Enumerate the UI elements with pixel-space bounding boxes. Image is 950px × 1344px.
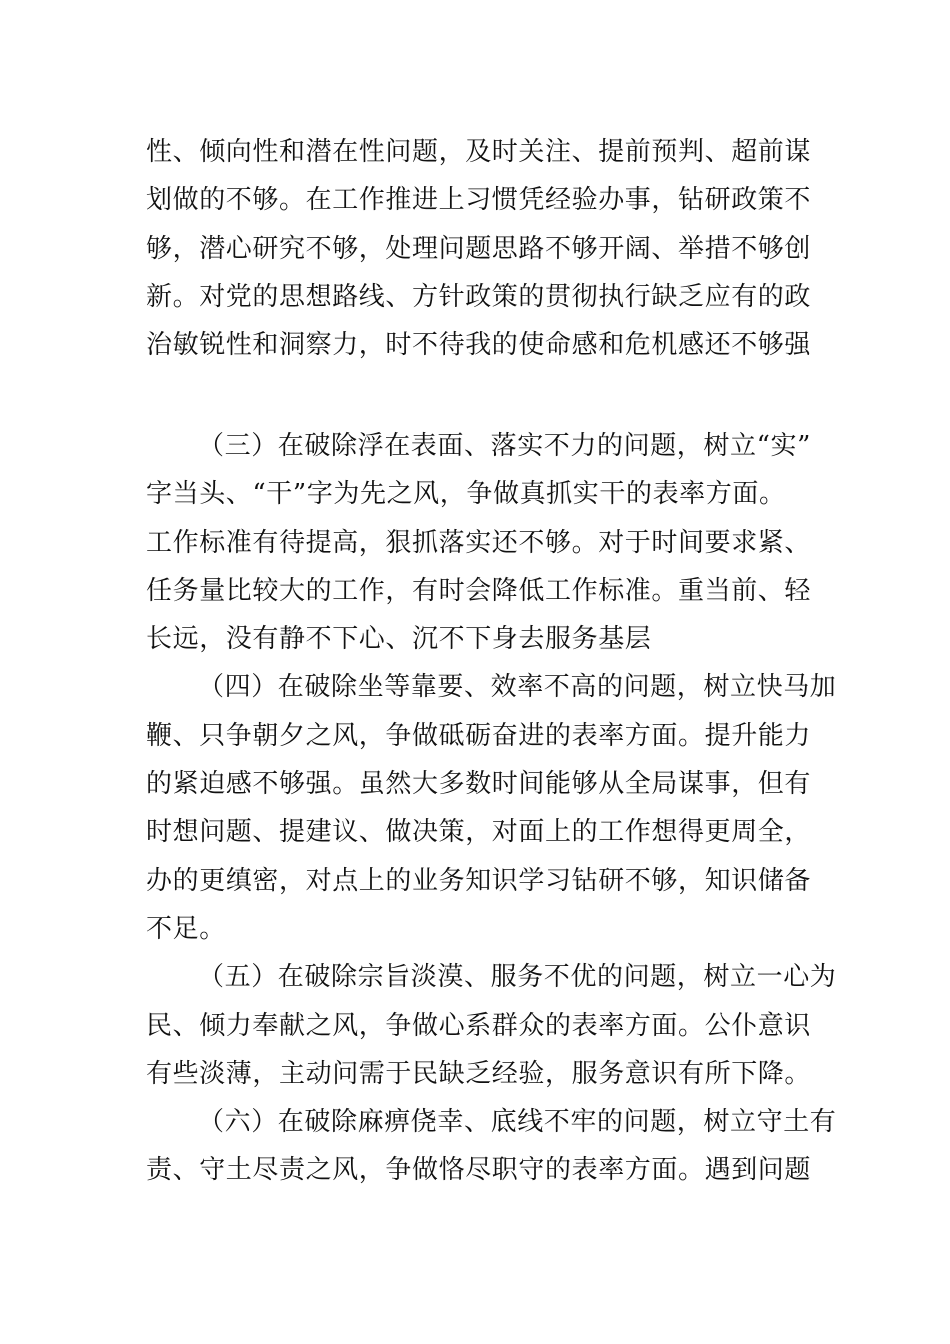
paragraph-line: 长远，没有静不下心、沉不下身去服务基层 <box>146 624 652 655</box>
paragraph-line: 任务量比较大的工作，有时会降低工作标准。重当前、轻 <box>146 575 812 606</box>
paragraph-line: 鞭、只争朝夕之风，争做砥砺奋进的表率方面。提升能力 <box>146 720 812 751</box>
paragraph-line: 够，潜心研究不够，处理问题思路不够开阔、举措不够创 <box>146 233 812 264</box>
section-heading-line: （四）在破除坐等靠要、效率不高的问题，树立快马加 <box>198 672 837 703</box>
sections-body <box>146 422 837 1195</box>
paragraph-line: 办的更缜密，对点上的业务知识学习钻研不够，知识储备 <box>146 865 812 896</box>
paragraph-line: 新。对党的思想路线、方针政策的贯彻执行缺乏应有的政 <box>146 281 812 312</box>
paragraph-line: 时想问题、提建议、做决策，对面上的工作想得更周全， <box>146 817 812 848</box>
section-heading-line: （五）在破除宗旨淡漠、服务不优的问题，树立一心为 <box>198 962 837 993</box>
paragraph-line: 性、倾向性和潜在性问题，及时关注、提前预判、超前谋 <box>146 137 812 167</box>
paragraph-line: 划做的不够。在工作推进上习惯凭经验办事，钻研政策不 <box>146 185 812 216</box>
section-heading-line: （三）在破除浮在表面、落实不力的问题，树立“实” <box>198 431 811 461</box>
paragraph-line: 责、守土尽责之风，争做恪尽职守的表率方面。遇到问题 <box>146 1155 812 1186</box>
paragraph-line: 民、倾力奉献之风，争做心系群众的表率方面。公仆意识 <box>146 1010 812 1041</box>
section-five <box>146 953 837 1098</box>
continued-paragraph <box>146 128 810 369</box>
section-four <box>146 663 837 953</box>
section-six <box>146 1098 837 1195</box>
paragraph-line: 工作标准有待提高，狠抓落实还不够。对于时间要求紧、 <box>146 527 812 558</box>
paragraph-line: 治敏锐性和洞察力，时不待我的使命感和危机感还不够强 <box>146 330 812 361</box>
paragraph-line: 的紧迫感不够强。虽然大多数时间能够从全局谋事，但有 <box>146 769 812 800</box>
paragraph-line: 有些淡薄，主动问需于民缺乏经验，服务意识有所下降。 <box>146 1058 812 1089</box>
section-three <box>146 422 810 663</box>
section-heading-line: （六）在破除麻痹侥幸、底线不牢的问题，树立守土有 <box>198 1107 837 1138</box>
paragraph-line: 不足。 <box>146 913 226 944</box>
paragraph-line: 字当头、“干”字为先之风，争做真抓实干的表率方面。 <box>146 479 786 510</box>
